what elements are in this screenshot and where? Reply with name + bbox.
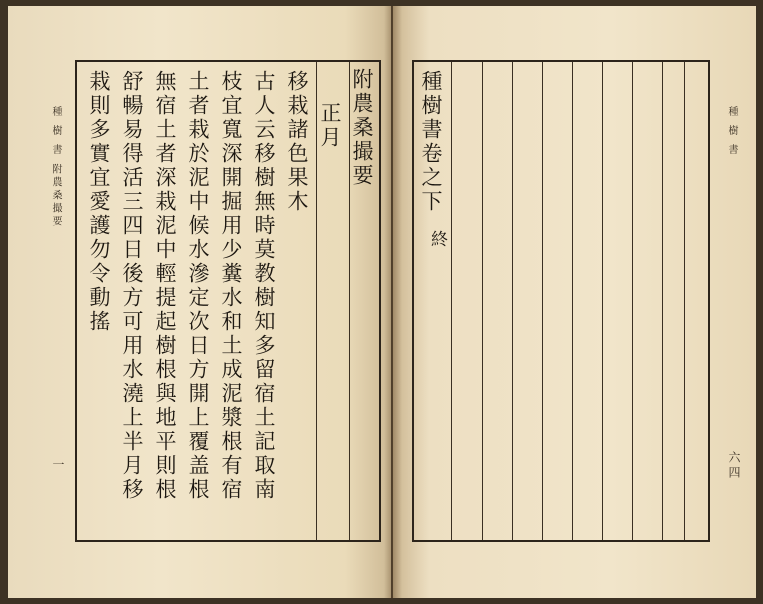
month-heading: 正月: [318, 102, 342, 150]
book-gutter: [384, 6, 402, 598]
topic-heading: 移栽諸色果木: [285, 70, 309, 214]
text-column: 栽則多實宜愛護勿令動搖: [87, 70, 111, 334]
text-column: 枝宜寬深開掘用少糞水和土成泥漿根有宿: [219, 70, 243, 502]
left-margin-header: 種 樹 書 附農桑撮要: [50, 106, 61, 229]
left-text-frame: [75, 60, 381, 542]
text-column: 無宿土者深栽泥中輕提起樹根與地平則根: [153, 70, 177, 502]
volume-end-title: 種樹書卷之下: [419, 70, 443, 214]
text-column: 古人云移樹無時莫教樹知多留宿土記取南: [252, 70, 276, 502]
text-column: 舒暢易得活三四日後方可用水澆上半月移: [120, 70, 144, 502]
right-margin-header: 種 樹 書: [726, 106, 737, 158]
left-page-number: 一: [51, 458, 65, 473]
right-page-number: 六四: [727, 451, 741, 481]
end-mark: 終: [427, 230, 447, 247]
text-column: 土者栽於泥中候水滲定次日方開上覆盖根: [186, 70, 210, 502]
section-heading: 附農桑撮要: [350, 68, 374, 188]
right-text-frame: [412, 60, 710, 542]
